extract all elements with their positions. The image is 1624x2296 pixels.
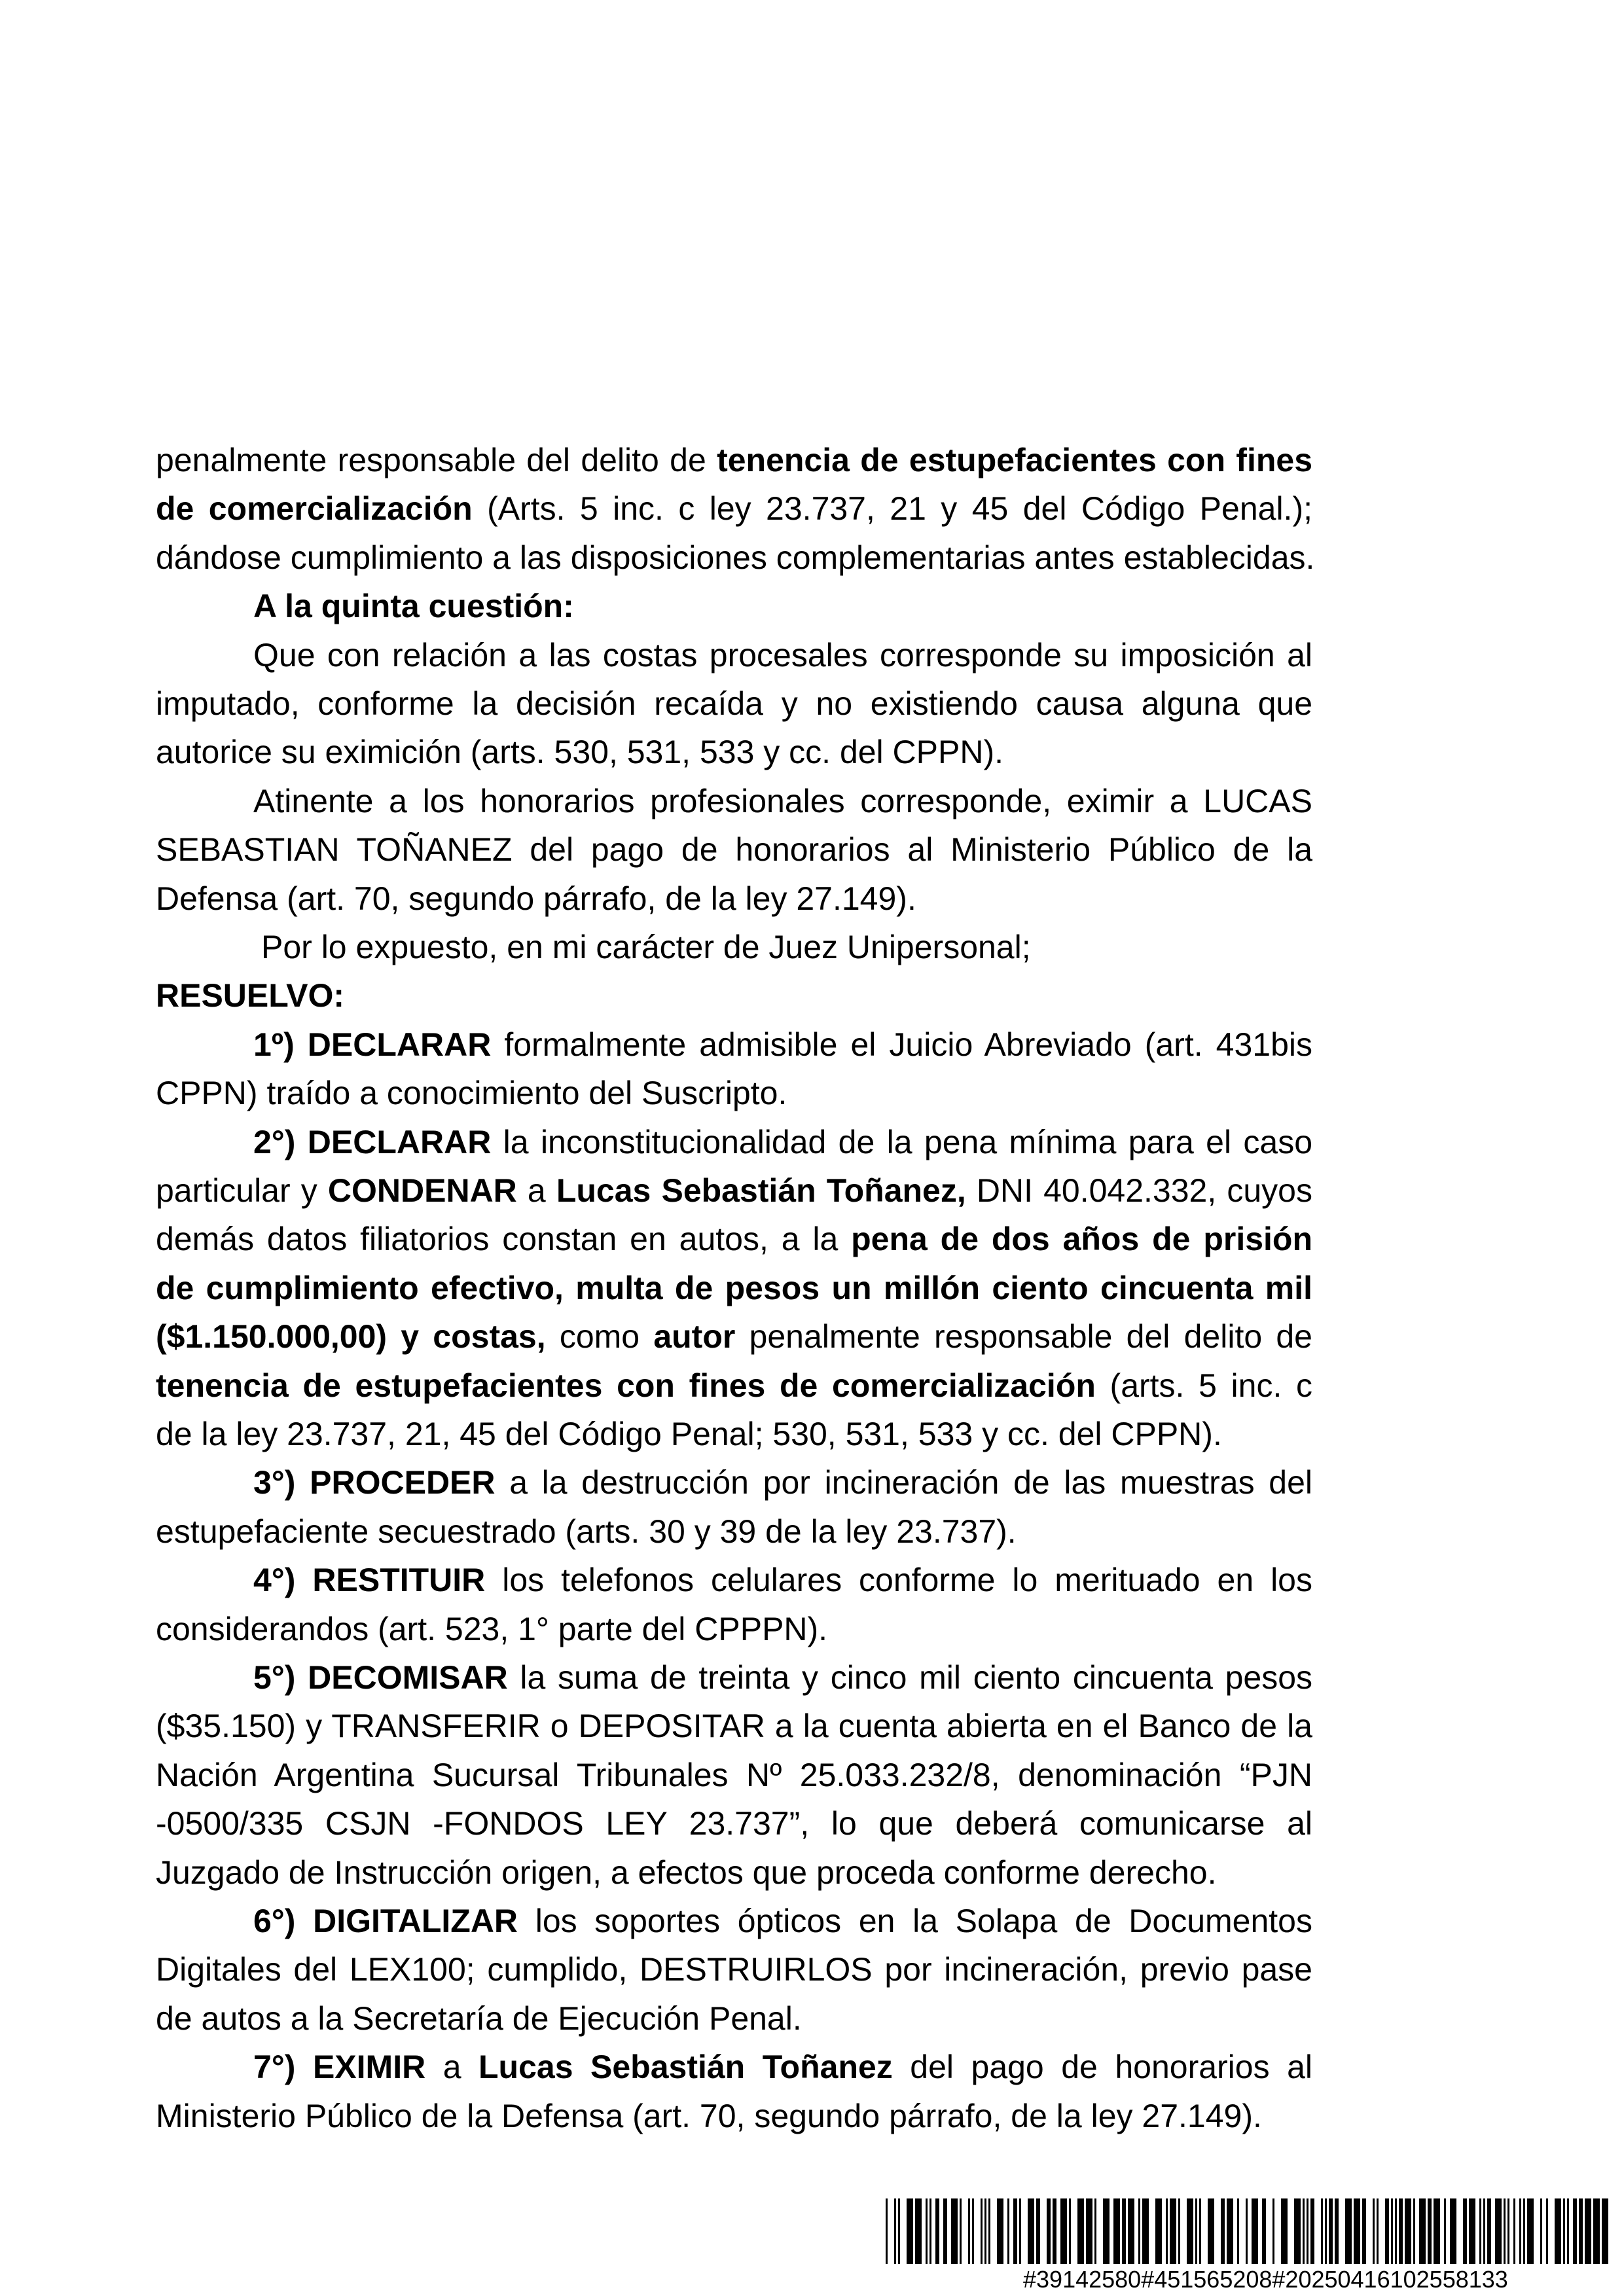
barcode-bar: [1077, 2198, 1084, 2264]
bold-text: 4°) RESTITUIR: [253, 1562, 486, 1599]
text-run: de la ley 23.737, 21, 45 del Código Penal; 530, 531, 533 y cc. del CPPN).: [156, 1416, 1222, 1452]
text-line: [156, 1609, 1312, 1649]
text-run: Digitales del LEX100; cumplido, DESTRUIRLOS por incineración, previo pase: [156, 1951, 1312, 1988]
text-line: [156, 684, 1312, 723]
text-line: [156, 1414, 1312, 1454]
barcode-bar: [1463, 2198, 1467, 2264]
barcode-bar: [1483, 2198, 1485, 2264]
barcode-bar: [1395, 2198, 1397, 2264]
barcode-bar: [1128, 2198, 1134, 2264]
barcode-bar: [1122, 2198, 1126, 2264]
barcode-bar: [1329, 2198, 1333, 2264]
barcode-bar: [1504, 2198, 1506, 2264]
text-run: particular y: [156, 1172, 328, 1209]
text-line: [156, 1219, 1312, 1259]
barcode-bar: [1086, 2198, 1092, 2264]
text-run: CPPN) traído a conocimiento del Suscripto.: [156, 1075, 787, 1112]
text-line: [156, 1317, 1312, 1356]
text-run: a: [425, 2049, 479, 2086]
bold-text: 3°) PROCEDER: [253, 1464, 496, 1501]
barcode-bar: [1307, 2198, 1308, 2264]
barcode-bar: [1444, 2198, 1446, 2264]
bold-text: 7°) EXIMIR: [253, 2049, 426, 2086]
text-run: Nación Argentina Sucursal Tribunales Nº 25.033.232/8, denominación “PJN: [156, 1756, 1312, 1793]
barcode-text: #39142580#451565208#20250416102558133: [1023, 2266, 1508, 2293]
barcode-bar: [886, 2198, 888, 2264]
text-run: DNI 40.042.332, cuyos: [965, 1172, 1312, 1209]
text-line: [156, 879, 1312, 918]
barcode-bar: [1047, 2198, 1051, 2264]
text-line: [253, 1901, 1312, 1941]
barcode-bar: [951, 2198, 958, 2264]
text-line: [253, 781, 1312, 821]
text-line: [156, 976, 1312, 1015]
barcode-bar: [1487, 2198, 1491, 2264]
barcode-bar: [915, 2198, 922, 2264]
text-line: [156, 440, 1312, 480]
bold-text: 2°) DECLARAR: [253, 1123, 492, 1160]
bold-text: 1º) DECLARAR: [253, 1026, 492, 1063]
barcode-bar: [898, 2198, 900, 2264]
text-line: [156, 1853, 1312, 1892]
barcode-bar: [1013, 2198, 1017, 2264]
barcode-bar: [926, 2198, 928, 2264]
text-line: [156, 830, 1312, 869]
barcode-bar: [1450, 2198, 1456, 2264]
bold-text: 6°) DIGITALIZAR: [253, 1903, 518, 1939]
barcode-bar: [1527, 2198, 1534, 2264]
text-line: [156, 732, 1312, 772]
barcode-bar: [1303, 2198, 1305, 2264]
barcode-bar: [1155, 2198, 1162, 2264]
text-line: [156, 1512, 1312, 1551]
bold-text: de cumplimiento efectivo, multa de pesos un millón ciento cincuenta mil: [156, 1269, 1312, 1306]
barcode-bar: [1563, 2198, 1565, 2264]
text-run: dándose cumplimiento a las disposiciones complementarias antes establecidas.: [156, 539, 1315, 576]
barcode-bar: [1262, 2198, 1266, 2264]
barcode-bar: [1567, 2198, 1569, 2264]
text-line: [253, 636, 1312, 675]
text-line: [253, 1463, 1312, 1502]
text-line: [156, 1755, 1312, 1795]
barcode-bar: [1310, 2198, 1314, 2264]
text-line: [156, 1804, 1312, 1843]
bold-text: CONDENAR: [327, 1172, 517, 1209]
bold-text: Lucas Sebastián Toñanez,: [556, 1172, 966, 1209]
text-line: [253, 1658, 1312, 1697]
barcode-bar: [1469, 2198, 1475, 2264]
barcode-bar: [1246, 2198, 1248, 2264]
text-line: [156, 1706, 1312, 1746]
bold-text: autor: [653, 1318, 736, 1355]
barcode-bar: [1413, 2198, 1415, 2264]
barcode-bar: [1113, 2198, 1120, 2264]
text-run: considerandos (art. 523, 1° parte del CPPPN).: [156, 1610, 828, 1647]
bold-text: tenencia de estupefacientes con fines de comercialización: [156, 1367, 1096, 1404]
text-line: [253, 1025, 1312, 1064]
text-line: [156, 1366, 1312, 1405]
text-run: la inconstitucionalidad de la pena mínima para el caso: [491, 1123, 1313, 1160]
text-line: [156, 1999, 1312, 2038]
barcode-bar: [894, 2198, 896, 2264]
barcode-bar: [1362, 2198, 1366, 2264]
barcode-bar: [1053, 2198, 1056, 2264]
bold-text: pena de dos años de prisión: [851, 1221, 1312, 1258]
barcode-bar: [1507, 2198, 1509, 2264]
text-run: autorice su eximición (arts. 530, 531, 533 y cc. del CPPN).: [156, 734, 1004, 771]
barcode-bar: [907, 2198, 913, 2264]
bold-text: RESUELVO:: [156, 977, 344, 1014]
text-run: imputado, conforme la decisión recaída y no existiendo causa alguna que: [156, 685, 1312, 722]
barcode-bar: [929, 2198, 931, 2264]
barcode-bar: [1281, 2198, 1288, 2264]
text-run: formalmente admisible el Juicio Abreviado (art. 431bis: [491, 1026, 1312, 1063]
text-run: (arts. 5 inc. c: [1095, 1367, 1312, 1404]
barcode-bar: [1237, 2198, 1239, 2264]
barcode-bar: [997, 2198, 1003, 2264]
barcode-bar: [1142, 2198, 1149, 2264]
text-line: [156, 1950, 1312, 1989]
barcode-bar: [1593, 2198, 1600, 2264]
bold-text: ($1.150.000,00) y costas,: [156, 1318, 546, 1355]
barcode-bar: [1354, 2198, 1360, 2264]
barcode-bar: [1519, 2198, 1521, 2264]
text-run: -0500/335 CSJN -FONDOS LEY 23.737”, lo que deberá comunicarse al: [156, 1805, 1312, 1842]
text-run: la suma de treinta y cinco mil ciento cincuenta pesos: [507, 1659, 1312, 1696]
text-run: Atinente a los honorarios profesionales corresponde, eximir a LUCAS: [253, 782, 1312, 819]
barcode-bar: [935, 2198, 939, 2264]
barcode-bar: [1325, 2198, 1327, 2264]
text-run: a la destrucción por incineración de las muestras del: [495, 1464, 1312, 1501]
bold-text: tenencia de estupefacientes con fines: [717, 442, 1312, 478]
text-run: Defensa (art. 70, segundo párrafo, de la ley 27.149).: [156, 880, 916, 917]
barcode-bar: [1036, 2198, 1040, 2264]
text-line: [156, 1171, 1312, 1210]
barcode-bar: [1546, 2198, 1548, 2264]
barcode-bar: [1294, 2198, 1301, 2264]
text-line: [253, 1122, 1312, 1162]
text-line: [261, 927, 1312, 967]
text-line: [156, 489, 1312, 528]
barcode-bar: [1555, 2198, 1561, 2264]
barcode-bar: [1221, 2198, 1225, 2264]
bold-text: A la quinta cuestión:: [253, 588, 574, 625]
barcode-bar: [1345, 2198, 1352, 2264]
text-run: SEBASTIAN TOÑANEZ del pago de honorarios al Ministerio Público de la: [156, 831, 1312, 869]
barcode-icon: [886, 2198, 1610, 2264]
barcode-bar: [1199, 2198, 1201, 2264]
barcode-bar: [1195, 2198, 1197, 2264]
barcode-bar: [1335, 2198, 1339, 2264]
barcode-bar: [1252, 2198, 1258, 2264]
text-run: Ministerio Público de la Defensa (art. 70, segundo párrafo, de la ley 27.149).: [156, 2097, 1262, 2134]
barcode-bar: [1170, 2198, 1176, 2264]
barcode-bar: [984, 2198, 986, 2264]
text-run: a: [516, 1172, 556, 1209]
barcode-bar: [1019, 2198, 1021, 2264]
text-run: Que con relación a las costas procesales corresponde su imposición al: [253, 636, 1312, 673]
barcode-bar: [1540, 2198, 1542, 2264]
barcode-bar: [1208, 2198, 1214, 2264]
text-run: estupefaciente secuestrado (arts. 30 y 39 de la ley 23.737).: [156, 1513, 1017, 1550]
text-line: [156, 1268, 1312, 1308]
barcode-bar: [1103, 2198, 1110, 2264]
barcode-bar: [1405, 2198, 1411, 2264]
barcode-bar: [1227, 2198, 1233, 2264]
barcode-bar: [981, 2198, 983, 2264]
barcode-bar: [1187, 2198, 1193, 2264]
text-run: como: [545, 1318, 654, 1355]
text-run: del pago de honorarios al: [892, 2049, 1313, 2086]
barcode-bar: [1428, 2198, 1432, 2264]
barcode-bar: [988, 2198, 990, 2264]
barcode-bar: [1069, 2198, 1071, 2264]
barcode-bar: [1321, 2198, 1323, 2264]
barcode-bar: [1094, 2198, 1096, 2264]
barcode-bar: [1385, 2198, 1389, 2264]
barcode-bar: [972, 2198, 974, 2264]
barcode-bar: [1434, 2198, 1440, 2264]
text-run: los telefonos celulares conforme lo merituado en los: [485, 1562, 1312, 1599]
barcode-bar: [1060, 2198, 1067, 2264]
text-run: penalmente responsable del delito de: [156, 442, 717, 478]
barcode-bar: [1419, 2198, 1426, 2264]
barcode-bar: [1585, 2198, 1591, 2264]
text-run: penalmente responsable del delito de: [735, 1318, 1312, 1355]
barcode-bar: [1495, 2198, 1502, 2264]
text-run: ($35.150) y TRANSFERIR o DEPOSITAR a la cuenta abierta en el Banco de la: [156, 1708, 1312, 1745]
barcode-bar: [1007, 2198, 1009, 2264]
text-line: [156, 538, 1315, 577]
text-run: de autos a la Secretaría de Ejecución Penal.: [156, 2000, 802, 2037]
barcode-bar: [1028, 2198, 1034, 2264]
barcode-bar: [1573, 2198, 1577, 2264]
barcode-bar: [1178, 2198, 1180, 2264]
text-run: Por lo expuesto, en mi carácter de Juez Unipersonal;: [261, 929, 1031, 965]
text-line: [253, 2047, 1312, 2087]
barcode-bar: [1272, 2198, 1274, 2264]
text-line: [156, 1073, 1312, 1113]
bold-text: Lucas Sebastián Toñanez: [478, 2049, 893, 2086]
text-line: [156, 2096, 1312, 2136]
text-line: [253, 1560, 1312, 1600]
bold-text: 5°) DECOMISAR: [253, 1659, 508, 1696]
bold-text: de comercialización: [156, 490, 473, 528]
barcode-bar: [1166, 2198, 1168, 2264]
barcode-bar: [1479, 2198, 1481, 2264]
barcode-bar: [1513, 2198, 1515, 2264]
barcode-bar: [968, 2198, 970, 2264]
text-run: demás datos filiatorios constan en autos, a la: [156, 1221, 852, 1258]
barcode-bar: [943, 2198, 947, 2264]
barcode-bar: [1602, 2198, 1608, 2264]
text-run: (Arts. 5 inc. c ley 23.737, 21 y 45 del Código Penal.);: [472, 490, 1312, 528]
barcode-bar: [960, 2198, 962, 2264]
barcode-bar: [1373, 2198, 1375, 2264]
text-run: Juzgado de Instrucción origen, a efectos que proceda conforme derecho.: [156, 1854, 1217, 1891]
text-run: los soportes ópticos en la Solapa de Documentos: [518, 1903, 1312, 1939]
barcode-bar: [1391, 2198, 1393, 2264]
barcode-bar: [1579, 2198, 1583, 2264]
text-line: [253, 586, 1312, 626]
barcode-bar: [1138, 2198, 1140, 2264]
barcode-bar: [1399, 2198, 1403, 2264]
barcode-bar: [1377, 2198, 1379, 2264]
barcode-bar: [1523, 2198, 1525, 2264]
